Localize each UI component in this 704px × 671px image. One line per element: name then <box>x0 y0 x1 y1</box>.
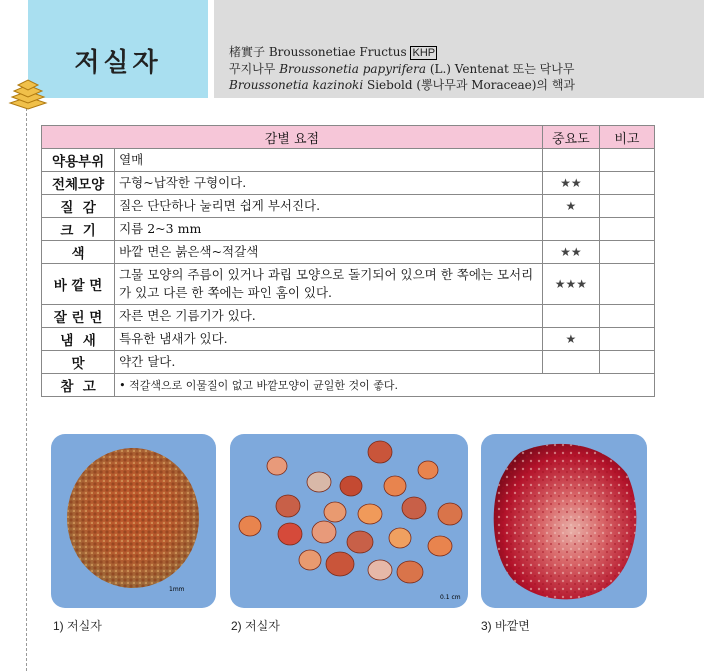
row-importance: ★ <box>542 328 599 351</box>
row-desc: 구형~납작한 구형이다. <box>115 172 543 195</box>
row-label: 약용부위 <box>42 149 115 172</box>
outer-surface-image <box>481 434 647 608</box>
reference-label: 참 고 <box>42 374 115 397</box>
photo-caption-2: 2) 저실자 <box>231 619 280 633</box>
table-row-reference <box>42 374 655 397</box>
photo-outer-surface <box>481 434 647 608</box>
identification-table <box>41 125 655 397</box>
row-desc: 특유한 냄새가 있다. <box>115 328 543 351</box>
photo-seed-pile <box>51 434 216 608</box>
row-importance <box>542 149 599 172</box>
row-note <box>599 172 654 195</box>
header-text <box>229 44 699 93</box>
reference-text: • 적갈색으로 이물질이 없고 바깥모양이 균일한 것이 좋다. <box>115 374 655 397</box>
latin-name: 楮實子 Broussonetiae Fructus <box>229 45 407 59</box>
table-row <box>42 195 655 218</box>
khp-badge: KHP <box>412 47 436 59</box>
table-row <box>42 305 655 328</box>
row-note <box>599 328 654 351</box>
table-row <box>42 149 655 172</box>
scattered-seeds-image <box>230 434 468 608</box>
photo-scattered-seeds <box>230 434 468 608</box>
page-margin-line <box>26 88 27 671</box>
scale-label: 0.1 cm <box>440 594 461 601</box>
species-1: Broussonetia papyrifera <box>279 62 427 76</box>
header-remarks: 비고 <box>599 126 654 149</box>
row-label: 크 기 <box>42 218 115 241</box>
row-label: 전체모양 <box>42 172 115 195</box>
row-desc: 지름 2~3 mm <box>115 218 543 241</box>
author-2: Siebold (뽕나무과 Moraceae)의 핵과 <box>366 78 576 92</box>
row-importance <box>542 218 599 241</box>
row-note <box>599 241 654 264</box>
table-row <box>42 241 655 264</box>
photo-caption-3: 3) 바깥면 <box>481 619 530 633</box>
row-label: 바 깥 면 <box>42 264 115 305</box>
species-2: Broussonetia kazinoki <box>229 78 364 92</box>
header-line-3 <box>229 77 699 93</box>
row-note <box>599 195 654 218</box>
row-importance: ★★ <box>542 241 599 264</box>
row-desc: 질은 단단하나 눌리면 쉽게 부서진다. <box>115 195 543 218</box>
header-importance: 중요도 <box>542 126 599 149</box>
row-desc: 약간 달다. <box>115 351 543 374</box>
row-note <box>599 218 654 241</box>
row-label: 색 <box>42 241 115 264</box>
row-importance: ★ <box>542 195 599 218</box>
seed-pile-image <box>51 434 216 608</box>
table-row <box>42 351 655 374</box>
table-row <box>42 264 655 305</box>
row-note <box>599 351 654 374</box>
header-line-2 <box>229 61 699 77</box>
row-note <box>599 149 654 172</box>
plant-name: 꾸지나무 <box>229 62 276 76</box>
table-row <box>42 218 655 241</box>
photo-caption-1: 1) 저실자 <box>53 619 102 633</box>
header-line-1 <box>229 44 699 61</box>
row-desc: 바깥 면은 붉은색~적갈색 <box>115 241 543 264</box>
row-label: 질 감 <box>42 195 115 218</box>
book-stack-icon <box>6 77 50 111</box>
author-1: (L.) Ventenat 또는 닥나무 <box>429 62 575 76</box>
row-label: 잘 린 면 <box>42 305 115 328</box>
row-note <box>599 305 654 328</box>
table-row <box>42 328 655 351</box>
table-header-row <box>42 126 655 149</box>
row-desc: 자른 면은 기름기가 있다. <box>115 305 543 328</box>
row-label: 냄 새 <box>42 328 115 351</box>
row-importance: ★★ <box>542 172 599 195</box>
page-title: 저실자 <box>74 48 162 78</box>
row-importance <box>542 305 599 328</box>
header-key-points: 감별 요점 <box>42 126 543 149</box>
row-note <box>599 264 654 305</box>
row-importance: ★★★ <box>542 264 599 305</box>
row-label: 맛 <box>42 351 115 374</box>
row-desc: 열매 <box>115 149 543 172</box>
table-row <box>42 172 655 195</box>
scale-label: 1mm <box>169 586 185 593</box>
row-importance <box>542 351 599 374</box>
row-desc: 그물 모양의 주름이 있거나 과립 모양으로 돌기되어 있으며 한 쪽에는 모서리가 있고 다른 한 쪽에는 파인 홈이 있다. <box>115 264 543 305</box>
